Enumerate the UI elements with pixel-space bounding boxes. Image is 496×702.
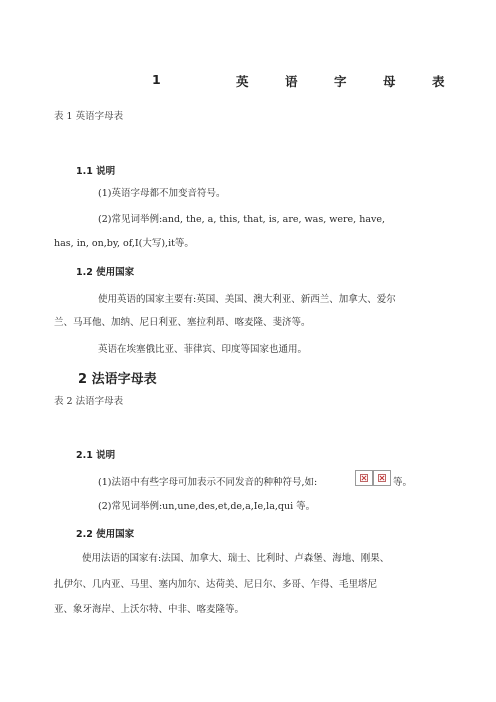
table-caption: 表 1 英语字母表 xyxy=(54,111,124,122)
paragraph-line: (1)法语中有些字母可加表示不同发音的种种符号,如: xyxy=(98,477,318,488)
section-heading: 1.1 说明 xyxy=(76,166,116,177)
paragraph-line: 等。 xyxy=(393,477,413,488)
section-heading: 2.2 使用国家 xyxy=(76,529,135,540)
title-number: 1 xyxy=(152,72,161,87)
paragraph-line: 使用英语的国家主要有:英国、美国、澳大利亚、新西兰、加拿大、爱尔 xyxy=(98,294,396,305)
title-char: 字 xyxy=(334,74,347,89)
broken-image-icon xyxy=(360,474,368,482)
section-heading: 1.2 使用国家 xyxy=(76,267,135,278)
broken-image-icon xyxy=(373,470,391,486)
paragraph-line: (1)英语字母都不加变音符号。 xyxy=(98,188,226,199)
paragraph-line: has, in, on,by, of,I(大写),it等。 xyxy=(54,238,194,249)
title-char: 母 xyxy=(383,74,396,89)
paragraph-line: 兰、马耳他、加纳、尼日利亚、塞拉利昂、喀麦隆、斐济等。 xyxy=(54,317,311,328)
paragraph-line: 亚、象牙海岸、上沃尔特、中非、喀麦隆等。 xyxy=(54,604,245,615)
title-char: 表 xyxy=(432,74,445,89)
title-char: 语 xyxy=(285,74,298,89)
paragraph-line: (2)常见词举例:un,une,des,et,de,a,Ie,la,qui 等。 xyxy=(98,501,316,512)
paragraph-line: (2)常见词举例:and, the, a, this, that, is, are, was, were, have, xyxy=(98,214,385,225)
title-char: 英 xyxy=(236,74,249,89)
paragraph-line: 英语在埃塞俄比亚、菲律宾、印度等国家也通用。 xyxy=(98,344,308,355)
paragraph-line: 扎伊尔、几内亚、马里、塞内加尔、达荷美、尼日尔、多哥、乍得、毛里塔尼 xyxy=(54,579,378,590)
paragraph-line: 使用法语的国家有:法国、加拿大、瑞士、比利时、卢森堡、海地、刚果、 xyxy=(82,553,390,564)
section-heading: 2.1 说明 xyxy=(76,450,116,461)
broken-image-icon xyxy=(378,474,386,482)
broken-image-icon xyxy=(355,470,373,486)
table-caption: 表 2 法语字母表 xyxy=(54,396,124,407)
section-heading: 2 法语字母表 xyxy=(78,372,157,387)
